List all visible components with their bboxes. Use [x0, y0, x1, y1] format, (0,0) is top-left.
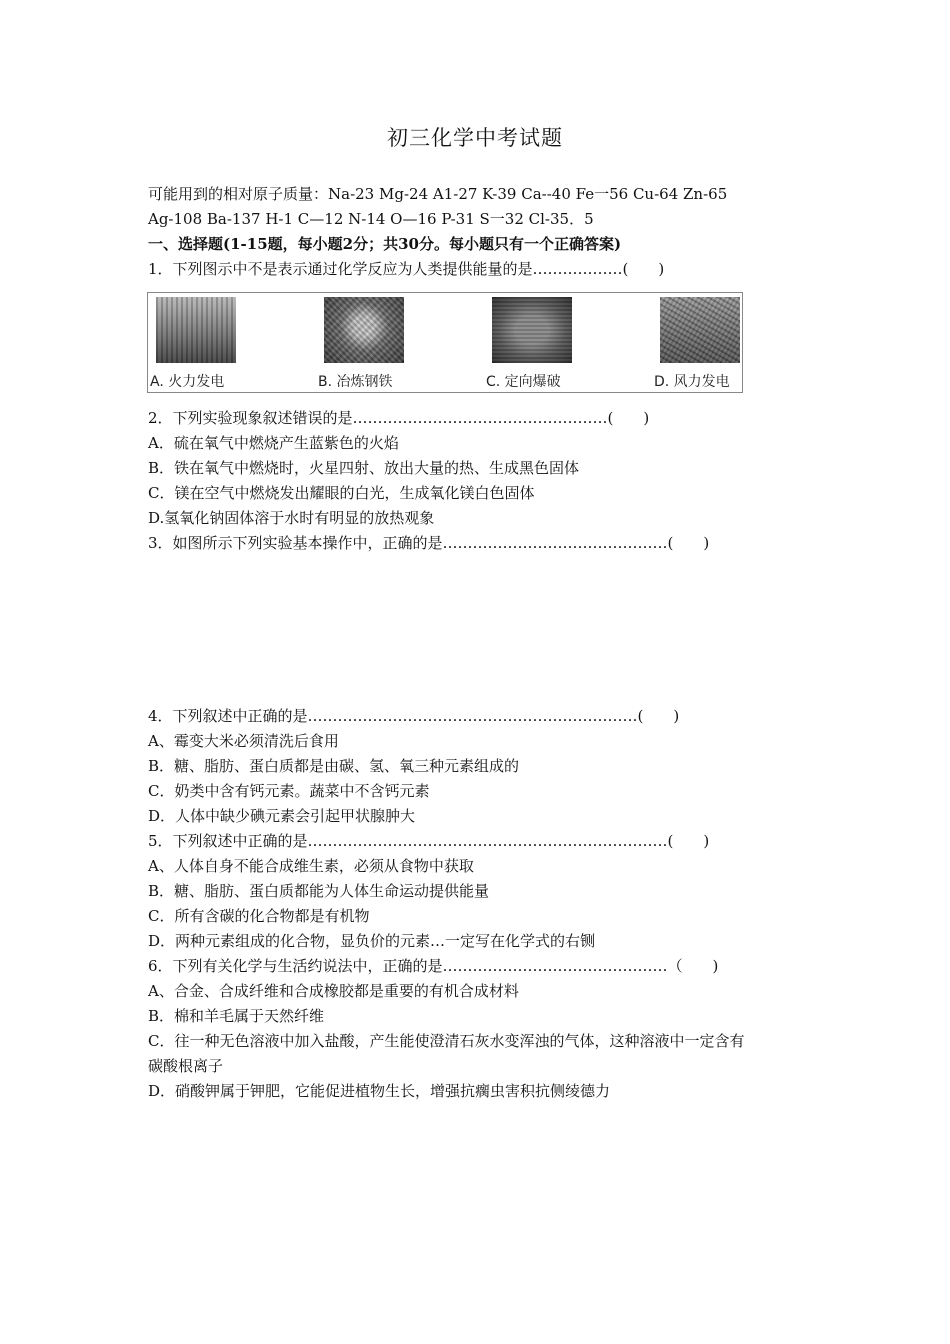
question-4-stem: 4．下列叙述中正确的是…………………………………………………………( ) [148, 707, 680, 725]
atomic-mass-line-1: 可能用到的相对原子质量：Na-23 Mg-24 A1-27 K-39 Ca--40 Fe一56 Cu-64 Zn-65 [148, 185, 728, 203]
question-5-option-b: B．糖、脂肪、蛋白质都能为人体生命运动提供能量 [148, 882, 490, 900]
wind-power-photo [660, 297, 740, 363]
question-5-stem: 5．下列叙述中正确的是………………………………………………………………( ) [148, 832, 710, 850]
question-6-option-d: D．硝酸钾属于钾肥，它能促进植物生长，增强抗瘸虫害积抗侧绫德力 [148, 1082, 611, 1100]
question-6-option-a: A、合金、合成纤维和合成橡胶都是重要的有机合成材料 [148, 982, 519, 1000]
demolition-blast-photo [492, 297, 572, 363]
question-2-option-a: A．硫在氧气中燃烧产生蓝紫色的火焰 [148, 434, 399, 452]
figure-caption-a: A. 火力发电 [150, 374, 225, 390]
steel-smelting-photo [324, 297, 404, 363]
question-6-stem: 6．下列有关化学与生活约说法中，正确的是………………………………………（ ) [148, 957, 719, 975]
question-1-stem: 1．下列图示中不是表示通过化学反应为人类提供能量的是………………( ) [148, 260, 665, 278]
section-heading: 一、选择题(1-15题，每小题2分；共30分。每小题只有一个正确答案) [148, 235, 622, 253]
question-5-option-a: A、人体自身不能合成维生素，必须从食物中获取 [148, 857, 474, 875]
question-4-option-b: B．糖、脂肪、蛋白质都是由碳、氢、氧三种元素组成的 [148, 757, 520, 775]
figure-caption-d: D. 风力发电 [654, 374, 730, 390]
figure-panel-c [486, 295, 586, 391]
question-2-option-c: C．镁在空气中燃烧发出耀眼的白光，生成氧化镁白色固体 [148, 484, 535, 502]
page-title: 初三化学中考试题 [387, 126, 563, 150]
question-6-option-b: B．棉和羊毛属于天然纤维 [148, 1007, 325, 1025]
question-5-option-c: C．所有含碳的化合物都是有机物 [148, 907, 370, 925]
question-4-option-c: C．奶类中含有钙元素。蔬菜中不含钙元素 [148, 782, 430, 800]
question-2-stem: 2．下列实验现象叙述错误的是……………………………………………( ) [148, 409, 650, 427]
question-3-stem: 3．如图所示下列实验基本操作中，正确的是………………………………………( ) [148, 534, 710, 552]
question-6-option-c-continued: 碳酸根离子 [148, 1057, 224, 1075]
question-4-option-d: D．人体中缺少碘元素会引起甲状腺肿大 [148, 807, 416, 825]
thermal-power-photo [156, 297, 236, 363]
figure-panel-d [654, 295, 754, 391]
figure-panel-a [150, 295, 250, 391]
question-2-option-b: B．铁在氧气中燃烧时，火星四射、放出大量的热、生成黑色固体 [148, 459, 580, 477]
figure-caption-c: C. 定向爆破 [486, 374, 561, 390]
question-1-figure [147, 292, 743, 393]
figure-caption-b: B. 冶炼钢铁 [318, 374, 393, 390]
question-5-option-d: D．两种元素组成的化合物，显负价的元素…一定写在化学式的右铡 [148, 932, 596, 950]
question-2-option-d: D.氢氧化钠固体溶于水时有明显的放热观象 [148, 509, 435, 527]
figure-panel-b [318, 295, 418, 391]
question-4-option-a: A、霉变大米必须清洗后食用 [148, 732, 339, 750]
atomic-mass-line-2: Ag-108 Ba-137 H-1 C—12 N-14 O—16 P-31 S一32 Cl-35．5 [148, 210, 594, 228]
question-6-option-c: C．往一种无色溶液中加入盐酸，产生能使澄清石灰水变浑浊的气体，这种溶液中一定含有 [148, 1032, 745, 1050]
